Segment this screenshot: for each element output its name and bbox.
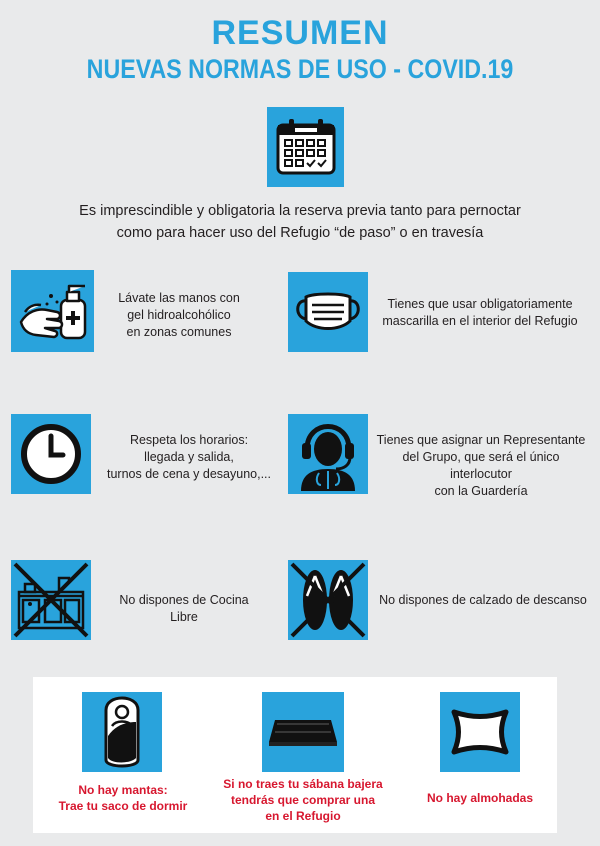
sheet-tile — [262, 692, 344, 772]
calendar-icon — [275, 117, 337, 177]
bedding-blankets: No hay mantas: Trae tu saco de dormir — [58, 783, 188, 813]
kitchen-tile — [11, 560, 91, 640]
bedding-pillows: No hay almohadas — [426, 791, 534, 805]
sandals-tile — [288, 560, 368, 640]
page-subtitle: NUEVAS NORMAS DE USO - COVID.19 — [86, 54, 514, 84]
clock-tile — [11, 414, 91, 494]
face-mask-icon — [292, 287, 364, 337]
rule-footwear: No dispones de calzado de descanso — [379, 593, 587, 607]
hands-tile — [11, 270, 94, 352]
rule-hands: Lávate las manos con gel hidroalcohólico en zonas comunes — [118, 291, 240, 339]
rule-kitchen: No dispones de Cocina Libre — [119, 593, 249, 624]
pillow-tile — [440, 692, 520, 772]
kitchen-crossed-icon — [11, 560, 91, 640]
rule-schedule: Respeta los horarios: llegada y salida, turnos de cena y desayuno,... — [107, 433, 271, 481]
clock-icon — [19, 422, 83, 486]
mask-tile — [288, 272, 368, 352]
reservation-notice: Es imprescindible y obligatoria la reserva previa tanto para pernoctar como para hacer uso del Refugio “de paso” o en travesía — [79, 203, 521, 241]
headset-operator-icon — [295, 417, 361, 491]
rule-representative: Tienes que asignar un Representante del Grupo, que será el único interlocutor con la Guardería — [376, 433, 586, 498]
folded-sheet-icon — [267, 712, 339, 752]
bedding-sheet: Si no traes tu sábana bajera tendrás que comprar una en el Refugio — [223, 777, 383, 823]
rule-mask: Tienes que usar obligatoriamente mascarilla en el interior del Refugio — [382, 297, 578, 328]
sleeping-bag-icon — [100, 696, 144, 768]
calendar-tile — [267, 107, 344, 187]
headset-tile — [288, 414, 368, 494]
pillow-icon — [448, 706, 512, 758]
sandals-crossed-icon — [288, 560, 368, 640]
hand-sanitizer-icon — [17, 278, 89, 344]
page-title: RESUMEN — [211, 14, 389, 52]
sleeping-bag-tile — [82, 692, 162, 772]
